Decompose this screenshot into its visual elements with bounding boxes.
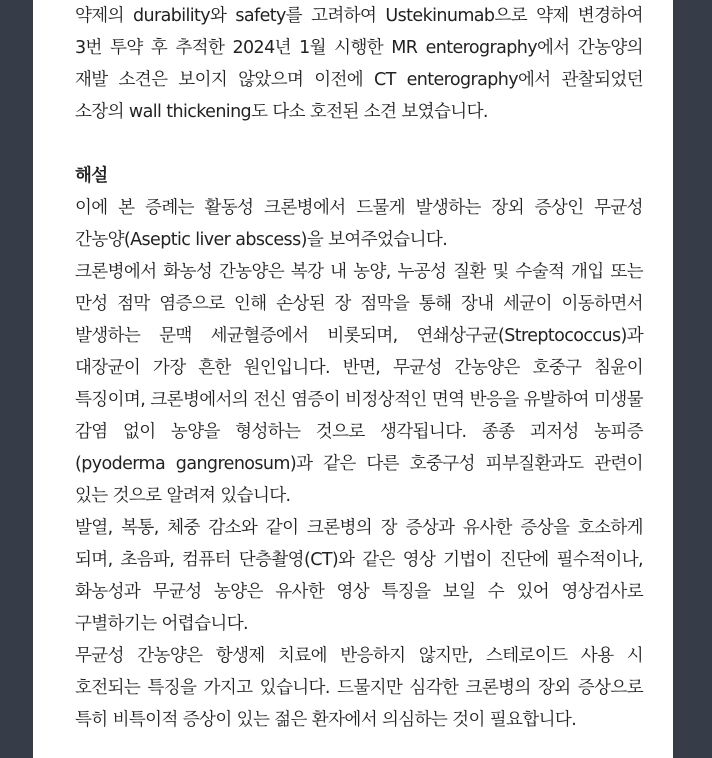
document-page xyxy=(33,0,673,758)
body-paragraph-3: 발열, 복통, 체중 감소와 같이 크론병의 장 증상과 유사한 증상을 호소하게 되며, 초음파, 컴퓨터 단층촬영(CT)와 같은 영상 기법이 진단에 필수적이나, 화농성과 무균성 농양은 유사한 영상 특징을 보일 수 있어 영상검사로 구별하기는 어렵습니다. xyxy=(75,518,643,634)
intro-paragraph: 약제의 durability와 safety를 고려하여 Ustekinumab으로 약제 변경하여 3번 투약 후 추적한 2024년 1월 시행한 MR enterography에서 간농양의 재발 소견은 보이지 않았으며 이전에 CT enterography에서 관찰되었던 소장의 wall thickening도 다소 호전된 소견 보였습니다. xyxy=(75,6,643,122)
body-paragraph-2: 크론병에서 화농성 간농양은 복강 내 농양, 누공성 질환 및 수술적 개입 또는 만성 점막 염증으로 인해 손상된 장 점막을 통해 장내 세균이 이동하면서 발생하는 문맥 세균혈증에서 비롯되며, 연쇄상구균(Streptococcus)과 대장균이 가장 흔한 원인입니다. 반면, 무균성 간농양은 호중구 침윤이 특징이며, 크론병에서의 전신 염증이 비정상적인 면역 반응을 유발하여 미생물 감염 없이 농양을 형성하는 것으로 생각됩니다. 종종 괴저성 농피증(pyoderma gangrenosum)과 같은 다른 호중구성 피부질환과도 관련이 있는 것으로 알려져 있습니다. xyxy=(75,262,643,506)
section-heading: 해설 xyxy=(75,166,108,186)
body-paragraph-1: 이에 본 증례는 활동성 크론병에서 드물게 발생하는 장외 증상인 무균성 간농양(Aseptic liver abscess)을 보여주었습니다. xyxy=(75,198,643,250)
paragraph-spacer xyxy=(75,128,643,160)
article-body xyxy=(75,0,643,736)
body-paragraph-4: 무균성 간농양은 항생제 치료에 반응하지 않지만, 스테로이드 사용 시 호전되는 특징을 가지고 있습니다. 드물지만 심각한 크론병의 장외 증상으로 특히 비특이적 증상이 있는 젊은 환자에서 의심하는 것이 필요합니다. xyxy=(75,646,643,730)
